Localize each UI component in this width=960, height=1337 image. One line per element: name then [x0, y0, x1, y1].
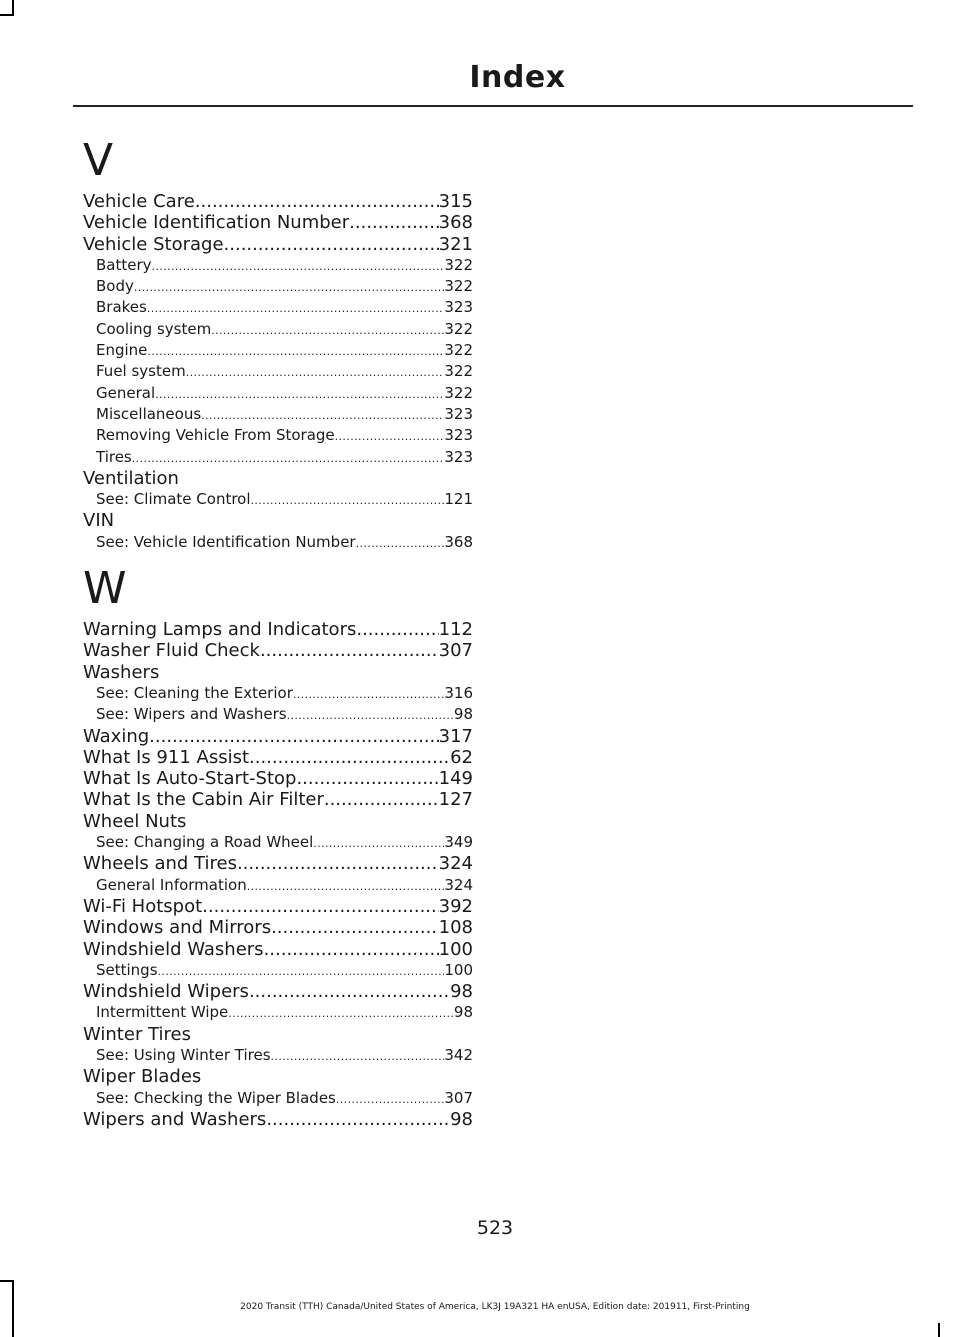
- dot-leader: [356, 533, 445, 553]
- entry-label: Windows and Mirrors: [83, 917, 272, 939]
- index-entry: [83, 811, 473, 832]
- index-column: [83, 133, 473, 1130]
- dot-leader: [224, 234, 439, 255]
- index-entry: [83, 510, 473, 531]
- index-subentry[interactable]: [83, 319, 473, 340]
- entry-label: See: Vehicle Identification Number: [96, 532, 356, 551]
- crop-mark-bottom-left-horizontal: [0, 1280, 14, 1282]
- index-entry[interactable]: [83, 981, 473, 1002]
- index-entry[interactable]: [83, 619, 473, 640]
- index-subentry[interactable]: [83, 532, 473, 553]
- entry-label: Miscellaneous: [96, 404, 202, 423]
- entry-page-number: 322: [444, 383, 473, 402]
- entry-label: Removing Vehicle From Storage: [96, 426, 335, 445]
- dot-leader: [356, 619, 438, 640]
- entry-page-number: 98: [450, 1108, 473, 1130]
- dot-leader: [296, 768, 438, 789]
- dot-leader: [152, 256, 445, 276]
- index-entry[interactable]: [83, 853, 473, 874]
- entry-page-number: 322: [444, 362, 473, 381]
- entry-page-number: 100: [444, 960, 473, 979]
- dot-leader: [335, 426, 445, 446]
- crop-mark-bottom-right-vertical: [938, 1323, 940, 1337]
- dot-leader: [147, 341, 444, 361]
- entry-label: Ventilation: [83, 467, 179, 489]
- dot-leader: [132, 448, 445, 468]
- dot-leader: [251, 490, 445, 510]
- entry-label: See: Changing a Road Wheel: [96, 833, 314, 852]
- entry-page-number: 349: [444, 833, 473, 852]
- index-entry[interactable]: [83, 939, 473, 960]
- entry-label: Waxing: [83, 725, 150, 747]
- dot-leader: [155, 384, 444, 404]
- entry-page-number: 98: [453, 705, 473, 724]
- dot-leader: [247, 876, 445, 896]
- entry-page-number: 324: [444, 875, 473, 894]
- entry-label: See: Using Winter Tires: [96, 1045, 271, 1064]
- index-subentry[interactable]: [83, 425, 473, 446]
- dot-leader: [195, 191, 439, 212]
- dot-leader: [313, 833, 444, 853]
- entry-page-number: 322: [444, 277, 473, 296]
- dot-leader: [134, 277, 444, 297]
- index-subentry[interactable]: [83, 276, 473, 297]
- entry-label: Windshield Washers: [83, 938, 264, 960]
- index-subentry[interactable]: [83, 404, 473, 425]
- footer-text: 2020 Transit (TTH) Canada/United States of America, LK3J 19A321 HA enUSA, Edition date: 201911, First-Printing: [240, 1302, 750, 1312]
- page-number: 523: [476, 1217, 514, 1239]
- entry-page-number: 342: [444, 1045, 473, 1064]
- entry-label: See: Cleaning the Exterior: [96, 683, 293, 702]
- entry-page-number: 323: [444, 426, 473, 445]
- dot-leader: [349, 212, 438, 233]
- entry-page-number: 108: [438, 917, 473, 939]
- dot-leader: [271, 917, 439, 938]
- index-subentry[interactable]: [83, 447, 473, 468]
- index-entry[interactable]: [83, 768, 473, 789]
- dot-leader: [211, 320, 444, 340]
- dot-leader: [149, 726, 438, 747]
- entry-page-number: 316: [444, 683, 473, 702]
- entry-page-number: 100: [438, 938, 473, 960]
- entry-label: See: Checking the Wiper Blades: [96, 1088, 336, 1107]
- index-subentry[interactable]: [83, 960, 473, 981]
- index-entry[interactable]: [83, 747, 473, 768]
- index-entry[interactable]: [83, 789, 473, 810]
- entry-page-number: 392: [438, 895, 473, 917]
- entry-page-number: 98: [450, 981, 473, 1003]
- entry-label: Engine: [96, 341, 148, 360]
- entry-label: Washers: [83, 661, 160, 683]
- entry-label: Wi-Fi Hotspot: [83, 895, 203, 917]
- index-entry: [83, 1024, 473, 1045]
- section-letter: V: [83, 135, 114, 186]
- entry-label: Wipers and Washers: [83, 1108, 267, 1130]
- entry-page-number: 121: [444, 490, 473, 509]
- index-subentry[interactable]: [83, 489, 473, 510]
- index-subentry[interactable]: [83, 255, 473, 276]
- entry-label: See: Climate Control: [96, 490, 251, 509]
- entry-page-number: 323: [444, 298, 473, 317]
- index-entry[interactable]: [83, 1109, 473, 1130]
- dot-leader: [249, 981, 450, 1002]
- entry-page-number: 307: [444, 1088, 473, 1107]
- dot-leader: [271, 1046, 445, 1066]
- entry-label: Vehicle Identification Number: [83, 212, 350, 234]
- index-subentry[interactable]: [83, 875, 473, 896]
- entry-label: Wheels and Tires: [83, 853, 237, 875]
- index-subentry[interactable]: [83, 683, 473, 704]
- entry-label: Winter Tires: [83, 1023, 191, 1045]
- entry-label: Battery: [96, 255, 152, 274]
- entry-label: Fuel system: [96, 362, 186, 381]
- page-title: Index: [469, 60, 566, 95]
- index-entry[interactable]: [83, 726, 473, 747]
- section-letter: W: [83, 563, 127, 615]
- entry-page-number: 127: [438, 789, 473, 811]
- entry-label: Intermittent Wipe: [96, 1003, 229, 1022]
- dot-leader: [158, 961, 445, 981]
- entry-page-number: 323: [444, 404, 473, 423]
- index-subentry[interactable]: [83, 832, 473, 853]
- crop-mark-top-left-horizontal: [0, 14, 14, 16]
- dot-leader: [266, 1109, 450, 1130]
- dot-leader: [324, 789, 439, 810]
- entry-label: General: [96, 383, 156, 402]
- dot-leader: [249, 747, 450, 768]
- header-rule: [73, 105, 913, 107]
- index-entry[interactable]: [83, 191, 473, 212]
- entry-label: What Is the Cabin Air Filter: [83, 789, 324, 811]
- entry-page-number: 321: [438, 233, 473, 255]
- entry-label: Vehicle Storage: [83, 233, 224, 255]
- entry-page-number: 149: [438, 768, 473, 790]
- entry-label: Wheel Nuts: [83, 810, 187, 832]
- entry-label: Tires: [96, 447, 132, 466]
- entry-page-number: 322: [444, 255, 473, 274]
- index-subentry[interactable]: [83, 340, 473, 361]
- entry-label: General Information: [96, 875, 247, 894]
- index-entry[interactable]: [83, 212, 473, 233]
- entry-label: VIN: [83, 510, 115, 532]
- entry-label: Brakes: [96, 298, 147, 317]
- index-subentry[interactable]: [83, 1088, 473, 1109]
- dot-leader: [237, 853, 439, 874]
- entry-label: See: Wipers and Washers: [96, 705, 287, 724]
- entry-page-number: 322: [444, 341, 473, 360]
- index-subentry[interactable]: [83, 361, 473, 382]
- dot-leader: [287, 705, 454, 725]
- entry-label: Vehicle Care: [83, 191, 195, 212]
- entry-label: Settings: [96, 960, 158, 979]
- index-entry: [83, 662, 473, 683]
- index-entry: [83, 1066, 473, 1087]
- index-entry[interactable]: [83, 640, 473, 661]
- entry-page-number: 368: [444, 532, 473, 551]
- dot-leader: [147, 298, 445, 318]
- entry-label: Windshield Wipers: [83, 981, 249, 1003]
- entry-page-number: 322: [444, 319, 473, 338]
- entry-page-number: 98: [453, 1003, 473, 1022]
- index-subentry[interactable]: [83, 1002, 473, 1023]
- dot-leader: [260, 640, 439, 661]
- index-entry[interactable]: [83, 917, 473, 938]
- entry-page-number: 307: [438, 640, 473, 662]
- crop-mark-top-left-vertical: [12, 0, 14, 14]
- entry-label: What Is 911 Assist: [83, 746, 250, 768]
- entry-label: What Is Auto-Start-Stop: [83, 768, 297, 790]
- entry-page-number: 62: [450, 746, 473, 768]
- dot-leader: [202, 896, 438, 917]
- entry-label: Warning Lamps and Indicators: [83, 619, 357, 641]
- entry-label: Cooling system: [96, 319, 212, 338]
- entry-label: Wiper Blades: [83, 1066, 202, 1088]
- index-subentry[interactable]: [83, 297, 473, 318]
- index-entry[interactable]: [83, 896, 473, 917]
- dot-leader: [201, 405, 444, 425]
- entry-page-number: 317: [438, 725, 473, 747]
- dot-leader: [293, 684, 444, 704]
- entry-label: Washer Fluid Check: [83, 640, 260, 662]
- index-subentry[interactable]: [83, 383, 473, 404]
- entry-label: Body: [96, 277, 134, 296]
- dot-leader: [264, 939, 439, 960]
- dot-leader: [228, 1003, 454, 1023]
- entry-page-number: 368: [438, 212, 473, 234]
- index-entry[interactable]: [83, 234, 473, 255]
- index-entry: [83, 468, 473, 489]
- index-subentry[interactable]: [83, 1045, 473, 1066]
- dot-leader: [336, 1089, 444, 1109]
- entry-page-number: 324: [438, 853, 473, 875]
- entry-page-number: 315: [438, 191, 473, 212]
- dot-leader: [186, 362, 445, 382]
- entry-page-number: 323: [444, 447, 473, 466]
- entry-page-number: 112: [438, 619, 473, 641]
- index-subentry[interactable]: [83, 704, 473, 725]
